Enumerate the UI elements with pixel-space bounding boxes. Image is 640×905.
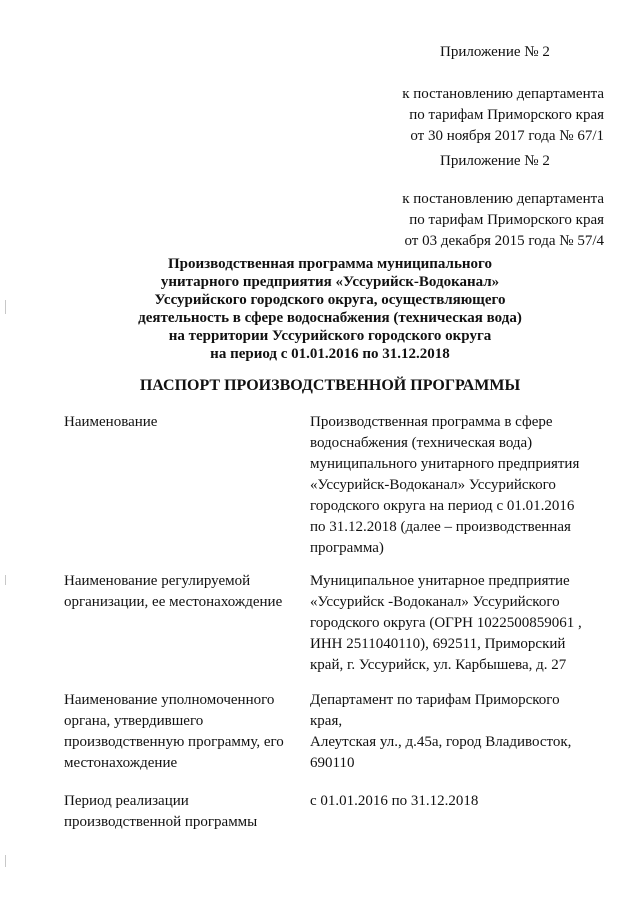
scan-artifact [5, 855, 6, 867]
row-label-authority: Наименование уполномоченного органа, утвердившего производственную программу, его местонахождение [64, 692, 284, 771]
passport-heading: ПАСПОРТ ПРОИЗВОДСТВЕННОЙ ПРОГРАММЫ [139, 377, 521, 394]
row-value-authority: Департамент по тарифам Приморского края, Алеутская ул., д.45а, город Владивосток, 690110 [310, 692, 572, 771]
reference-line: по тарифам Приморского края [409, 107, 604, 123]
reference-line: от 03 декабря 2015 года № 57/4 [404, 233, 604, 249]
reference-line: к постановлению департамента [402, 191, 604, 207]
row-value-period: с 01.01.2016 по 31.12.2018 [310, 793, 479, 809]
program-title: Производственная программа муниципального унитарного предприятия «Уссурийск-Водоканал» Уссурийского городского округа, осуществляющего деятельность в сфере водоснабжения (техническая вода) на территории Уссурийского городского округа на период с 01.01.2016 по 31.12.2018 [138, 256, 522, 362]
reference-line: по тарифам Приморского края [409, 212, 604, 228]
appendix-current-reference [402, 84, 604, 147]
reference-line: от 30 ноября 2017 года № 67/1 [410, 128, 604, 144]
appendix-current-heading: Приложение № 2 [440, 44, 550, 60]
appendix-previous-reference [402, 189, 604, 252]
row-value-name: Производственная программа в сфере водоснабжения (техническая вода) муниципального унитарного предприятия «Уссурийск-Водоканал» Уссурийского городского округа на период с 01.01.2016 по 31.12.2018 (далее – производственная программа) [310, 414, 580, 556]
scan-artifact [5, 575, 6, 585]
appendix-previous-heading: Приложение № 2 [440, 153, 550, 169]
row-label-name: Наименование [64, 414, 158, 430]
scan-artifact [5, 300, 6, 314]
row-label-organization: Наименование регулируемой организации, ее местонахождение [64, 573, 283, 610]
row-value-organization: Муниципальное унитарное предприятие «Уссурийск -Водоканал» Уссурийского городского округа (ОГРН 1022500859061 , ИНН 2511040110), 692511, Приморский край, г. Уссурийск, ул. Карбышева, д. 27 [310, 573, 582, 673]
row-label-period: Период реализации производственной программы [64, 793, 258, 830]
reference-line: к постановлению департамента [402, 86, 604, 102]
